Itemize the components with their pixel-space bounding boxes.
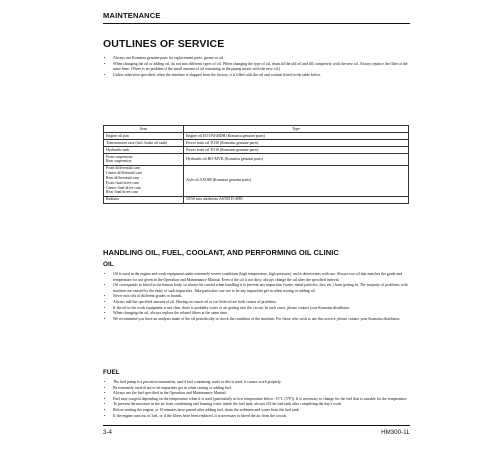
table-cell-item: Transmission case (incl. brake oil tank) [104, 139, 184, 146]
table-cell-type: Power train oil TO10 (Komatsu genuine parts) [184, 146, 409, 153]
page-number: 3-4 [103, 429, 112, 436]
table-cell-type: Hydraulic oil HO-MVK (Komatsu genuine parts) [184, 153, 409, 165]
fuel-bullet-list [103, 380, 409, 419]
table-cell-type: Engine oil EO15W40DH (Komatsu genuine parts) [184, 133, 409, 140]
header-rule [103, 23, 410, 24]
oil-bullet: • Always add the specified amount of oil. Having too much oil or too little oil are both causes of problems. [103, 300, 409, 306]
table-row [104, 165, 409, 196]
table-cell-type: Power train oil TO30 (Komatsu genuine parts) [184, 139, 409, 146]
footer-rule [103, 425, 410, 426]
oil-bullet: • Oil is used in the engine and work equipment under extremely severe conditions (high temperature, high pressure), and it deteriorates with use. Always use oil that matches the grade and temperature for use given in the Operation and Maintenance Manual. Even if the oil is not dirty, always change the oil after the specified interval. [103, 272, 409, 283]
fuel-bullet: • To prevent the moisture in the air from condensing and forming water inside the fuel tank, always fill the fuel tank after completing the day's work. [103, 402, 409, 408]
table-header-item: Item [104, 126, 184, 133]
oil-bullet: • We recommend you have an analysis made of the oil periodically to check the condition of the machine. For those who wish to use this service, please contact your Komatsu distributor. [103, 317, 409, 323]
item-line: Rear final drive case [106, 190, 139, 195]
section-heading: HANDLING OIL, FUEL, COOLANT, AND PERFORMING OIL CLINIC [103, 248, 339, 257]
item-line: Front differential case [106, 166, 141, 171]
table-row [104, 146, 409, 153]
table-cell-item [104, 153, 184, 165]
fuel-heading: FUEL [103, 369, 120, 376]
item-line: Center differential case [106, 171, 143, 176]
intro-bullet: • When changing the oil or adding oil, do not mix different types of oil. When changing the type of oil, drain all the old oil and fill completely with the new oil. Always replace the filter at the same time. (There is no problem if the small amount of oil remaining in the piping mixes with the new oil.) [103, 62, 409, 73]
table-cell-item: Hydraulic tank [104, 146, 184, 153]
oil-bullet: • Oil corresponds to blood in the human body, so always be careful when handling it to prevent any impurities (water, metal particles, dirt, etc.) from getting in. The majority of problems with machine are caused by the entry of such impurities. Take particular care not to let any impurities get in when storing or adding oil. [103, 283, 409, 294]
table-cell-item: Engine oil pan [104, 133, 184, 140]
fuel-bullet: • Fuel may congeal depending on the temperature when it is used (particularly in low temperature below -15°C (5°F)). It is necessary to change for the fuel that is suitable for the temperature. [103, 397, 409, 403]
intro-bullet: • Always use Komatsu genuine parts for replacement parts, grease or oil. [103, 56, 409, 62]
table-row [104, 196, 409, 203]
item-line: Front suspension [106, 154, 133, 159]
table-cell-item: Radiator [104, 196, 184, 203]
table-header-row [104, 126, 409, 133]
section-tag: MAINTENANCE [103, 11, 161, 20]
table-row [104, 133, 409, 140]
oil-bullet: • When changing the oil, always replace the related filters at the same time. [103, 311, 409, 317]
item-line: Rear differential case [106, 175, 140, 180]
fuel-bullet: • The fuel pump is a precision instrument, and if fuel containing water or dirt is used, it cannot work properly. [103, 380, 409, 386]
table-row [104, 139, 409, 146]
oil-bullet-list [103, 272, 409, 322]
intro-bullet-list [103, 56, 409, 78]
item-line: Center final drive case [106, 185, 142, 190]
fuel-bullet: • Always use the fuel specified in the Operation and Maintenance Manual. [103, 391, 409, 397]
table-row [104, 153, 409, 165]
fuel-bullet: • If the engine runs out of fuel, or if the filters have been replaced, it is necessary to bleed the air from the circuit. [103, 414, 409, 420]
intro-bullet: • Unless otherwise specified, when the machine is shipped from the factory, it is filled with the oil and coolant listed in the table below. [103, 73, 409, 79]
table-header-type: Type [184, 126, 409, 133]
fuel-bullet: • Be extremely careful not to let impurities get in when storing or adding fuel. [103, 386, 409, 392]
oil-type-table [103, 125, 409, 204]
fuel-bullet: • Before starting the engine, or 10 minutes have passed after adding fuel, drain the sediment and water from the fuel tank. [103, 408, 409, 414]
page-title: OUTLINES OF SERVICE [103, 38, 225, 50]
model-name: HM300-1L [381, 429, 410, 436]
item-line: Rear suspension [106, 159, 132, 164]
oil-bullet: • Never mix oils of different grades or brands. [103, 294, 409, 300]
table-cell-item [104, 165, 184, 196]
table-cell-type: 50/50 mix antifreeze ASTM D-4985 [184, 196, 409, 203]
item-line: Front final drive case [106, 180, 140, 185]
table-cell-type: Axle oil AXO80 (Komatsu genuine parts) [184, 165, 409, 196]
oil-heading: OIL [103, 261, 114, 268]
oil-bullet: • If the oil in the work equipment is not clear, there is probably water or air getting into the circuit. In such cases, please contact your Komatsu distributor. [103, 306, 409, 312]
